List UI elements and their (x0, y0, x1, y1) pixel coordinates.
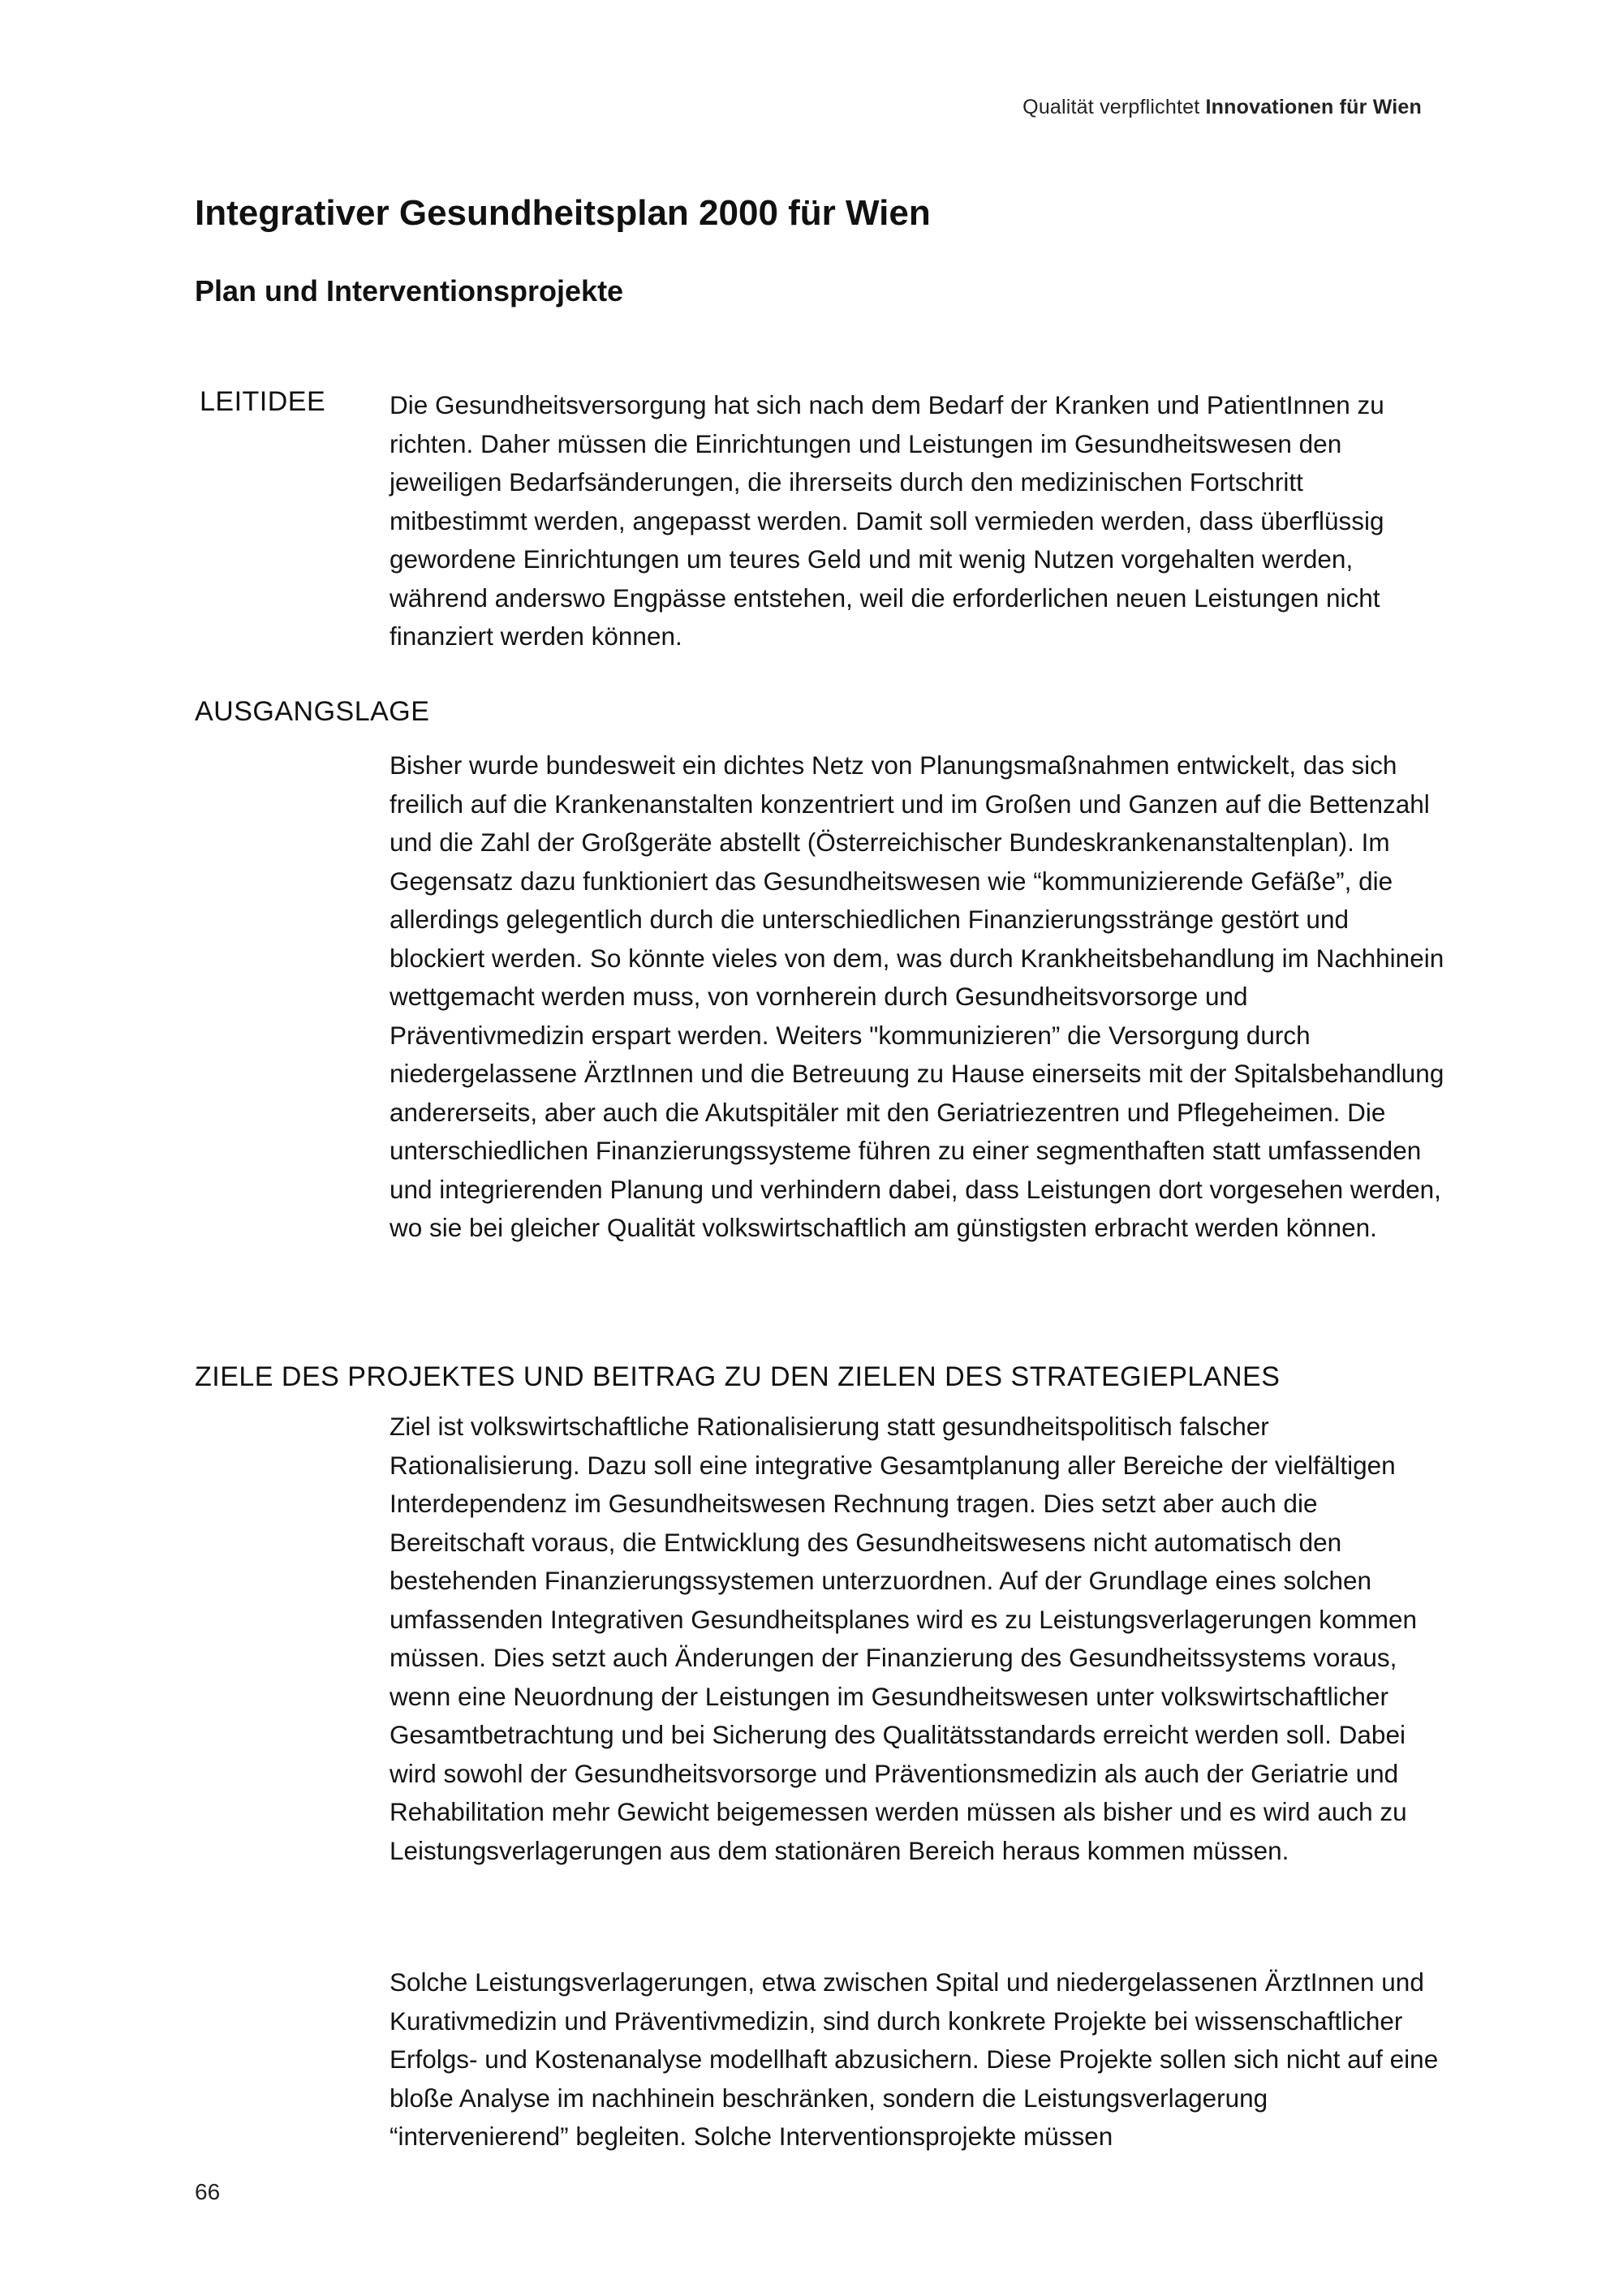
running-header-bold: Innovationen für Wien (1205, 96, 1422, 118)
section-text-ziele-paragraph-2: Solche Leistungsverlagerungen, etwa zwischen Spital und niedergelassenen ÄrztInnen und Kurativmedizin und Präventivmedizin, sind durch konkrete Projekte bei wissenschaftlicher Erfolgs- und Kostenanalyse modellhaft abzusichern. Diese Projekte sollen sich nicht auf eine bloße Analyse im nachhinein beschränken, sondern die Leistungsverlagerung “intervenierend” begleiten. Solche Interventionsprojekte müssen (390, 1967, 1439, 2151)
section-text-leitidee: Die Gesundheitsversorgung hat sich nach dem Bedarf der Kranken und PatientInnen zu richten. Daher müssen die Einrichtungen und Leistungen im Gesundheitswesen den jeweiligen Bedarfsänderungen, die ihrerseits durch den medizinischen Fortschritt mitbestimmt werden, angepasst werden. Damit soll vermieden werden, dass überflüssig gewordene Einrichtungen um teures Geld und mit wenig Nutzen vorgehalten werden, während anderswo Engpässe entstehen, weil die erforderlichen neuen Leistungen nicht finanziert werden können. (390, 390, 1384, 651)
section-label-ausgangslage: AUSGANGSLAGE (195, 696, 430, 727)
section-text-ausgangslage: Bisher wurde bundesweit ein dichtes Netz von Planungsmaßnahmen entwickelt, das sich freilich auf die Krankenanstalten konzentriert und im Großen und Ganzen auf die Bettenzahl und die Zahl der Großgeräte abstellt (Österreichischer Bundeskrankenanstaltenplan). Im Gegensatz dazu funktioniert das Gesundheitswesen wie “kommunizierende Gefäße”, die allerdings gelegentlich durch die unterschiedlichen Finanzierungsstränge gestört und blockiert werden. So könnte vieles von dem, was durch Krankheitsbehandlung im Nachhinein wettgemacht werden muss, von vornherein durch Gesundheitsvorsorge und Präventivmedizin erspart werden. Weiters "kommunizieren” die Versorgung durch niedergelassene ÄrztInnen und die Betreuung zu Hause einerseits mit der Spitalsbehandlung andererseits, aber auch die Akutspitäler mit den Geriatriezentren und Pflegeheimen. Die unterschiedlichen Finanzierungssysteme führen zu einer segmenthaften statt umfassenden und integrierenden Planung und verhindern dabei, dass Leistungen dort vorgesehen werden, wo sie bei gleicher Qualität volkswirtschaftlich am günstigsten erbracht werden können. (390, 750, 1444, 1242)
page-title: Integrativer Gesundheitsplan 2000 für Wien (195, 193, 931, 233)
section-label-ziele: ZIELE DES PROJEKTES UND BEITRAG ZU DEN ZIELEN DES STRATEGIEPLANES (195, 1361, 1281, 1392)
section-text-ziele-paragraph-1: Ziel ist volkswirtschaftliche Rationalisierung statt gesundheitspolitisch falscher Rationalisierung. Dazu soll eine integrative Gesamtplanung aller Bereiche der vielfältigen Interdependenz im Gesundheitswesen Rechnung tragen. Dies setzt aber auch die Bereitschaft voraus, die Entwicklung des Gesundheitswesens nicht automatisch den bestehenden Finanzierungssystemen unterzuordnen. Auf der Grundlage eines solchen umfassenden Integrativen Gesundheitsplanes wird es zu Leistungsverlagerungen kommen müssen. Dies setzt auch Änderungen der Finanzierung des Gesundheitssystems voraus, wenn eine Neuordnung der Leistungen im Gesundheitswesen unter volkswirtschaftlicher Gesamtbetrachtung und bei Sicherung des Qualitätsstandards erreicht werden soll. Dabei wird sowohl der Gesundheitsvorsorge und Präventionsmedizin als auch der Geriatrie und Rehabilitation mehr Gewicht beigemessen werden müssen als bisher und es wird auch zu Leistungsverlagerungen aus dem stationären Bereich heraus kommen müssen. (390, 1412, 1417, 1865)
section-label-leitidee: LEITIDEE (200, 386, 326, 417)
page-number: 66 (195, 2179, 221, 2204)
page-subtitle: Plan und Interventionsprojekte (195, 274, 624, 307)
running-header (1022, 96, 1422, 119)
running-header-normal: Qualität verpflichtet (1022, 96, 1200, 118)
